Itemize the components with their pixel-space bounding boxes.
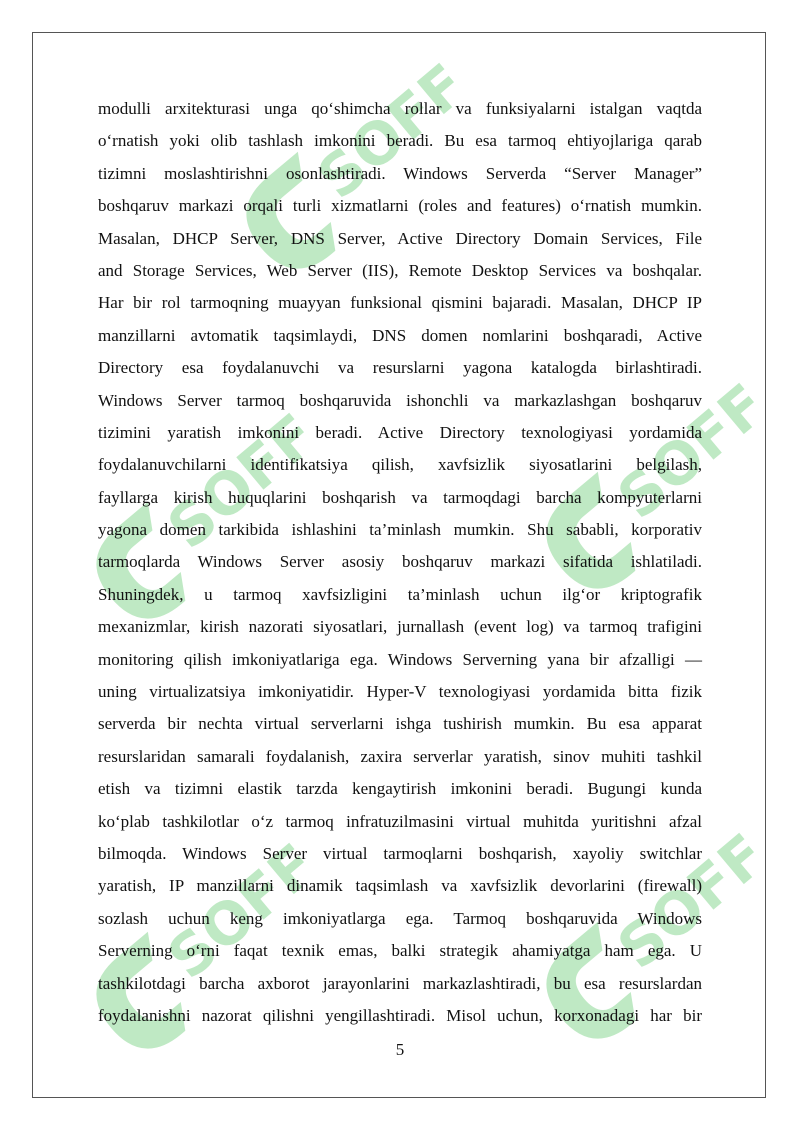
text-line: yagona domen tarkibida ishlashini ta’minlash mumkin. Shu sababli, korporativ: [98, 520, 702, 540]
text-line: tashkilotdagi barcha axborot jarayonlarini markazlashtiradi, bu esa resurslardan: [98, 973, 702, 993]
text-line: resurslaridan samarali foydalanish, zaxira serverlar yaratish, sinov muhiti tashkil: [98, 746, 702, 766]
text-line: tizimni moslashtirishni osonlashtiradi. Windows Serverda “Server Manager”: [98, 163, 702, 183]
text-line: ko‘plab tashkilotlar o‘z tarmoq infratuzilmasini virtual muhitda yuritishni afzal: [98, 811, 702, 831]
page-number: 5: [395, 1040, 405, 1059]
svg-text:SOFF: SOFF: [154, 830, 330, 993]
text-line: Shuningdek, u tarmoq xavfsizligini ta’minlash uchun ilg‘or kriptografik: [98, 584, 702, 604]
text-line: uning virtualizatsiya imkoniyatidir. Hyper-V texnologiyasi yordamida bitta fizik: [98, 682, 702, 702]
svg-text:SOFF: SOFF: [604, 370, 780, 533]
text-line: foydalanishni nazorat qilishni yengillashtiradi. Misol uchun, korxonadagi har bir: [98, 1005, 702, 1025]
body-text: [98, 93, 702, 1032]
text-line: foydalanuvchilarni identifikatsiya qilish, xavfsizlik siyosatlarini belgilash,: [98, 455, 702, 475]
text-line: serverda bir nechta virtual serverlarni ishga tushirish mumkin. Bu esa apparat: [98, 714, 702, 734]
text-line: Har bir rol tarmoqning muayyan funksional qismini bajaradi. Masalan, DHCP IP: [98, 293, 702, 313]
text-line: bilmoqda. Windows Server virtual tarmoqlarni boshqarish, xayoliy switchlar: [98, 843, 702, 863]
text-line: sozlash uchun keng imkoniyatlarga ega. Tarmoq boshqaruvida Windows: [98, 908, 702, 928]
text-line: Windows Server tarmoq boshqaruvida ishonchli va markazlashgan boshqaruv: [98, 390, 702, 410]
text-line: fayllarga kirish huquqlarini boshqarish va tarmoqdagi barcha kompyuterlarni: [98, 487, 702, 507]
text-line: Directory esa foydalanuvchi va resurslarni yagona katalogda birlashtiradi.: [98, 358, 702, 378]
text-line: and Storage Services, Web Server (IIS), Remote Desktop Services va boshqalar.: [98, 260, 702, 280]
text-line: tizimini yaratish imkonini beradi. Active Directory texnologiyasi yordamida: [98, 422, 702, 442]
text-line: etish va tizimni elastik tarzda kengaytirish imkonini beradi. Bugungi kunda: [98, 779, 702, 799]
svg-text:SOFF: SOFF: [304, 50, 480, 213]
svg-text:SOFF: SOFF: [604, 820, 780, 983]
text-line: manzillarni avtomatik taqsimlaydi, DNS domen nomlarini boshqaradi, Active: [98, 325, 702, 345]
svg-text:SOFF: SOFF: [154, 400, 330, 563]
text-line: modulli arxitekturasi unga qo‘shimcha rollar va funksiyalarni istalgan vaqtda: [98, 99, 702, 118]
text-line: o‘rnatish yoki olib tashlash imkonini beradi. Bu esa tarmoq ehtiyojlariga qarab: [98, 131, 702, 151]
text-line: Serverning o‘rni faqat texnik emas, balki strategik ahamiyatga ham ega. U: [98, 941, 702, 961]
text-line: yaratish, IP manzillarni dinamik taqsimlash va xavfsizlik devorlarini (firewall): [98, 876, 702, 896]
text-line: tarmoqlarda Windows Server asosiy boshqaruv markazi sifatida ishlatiladi.: [98, 552, 702, 572]
text-line: Masalan, DHCP Server, DNS Server, Active Directory Domain Services, File: [98, 228, 702, 248]
text-line: boshqaruv markazi orqali turli xizmatlarni (roles and features) o‘rnatish mumkin.: [98, 196, 702, 216]
text-line: mexanizmlar, kirish nazorati siyosatlari, jurnallash (event log) va tarmoq trafigini: [98, 617, 702, 637]
text-line: monitoring qilish imkoniyatlariga ega. Windows Serverning yana bir afzalligi —: [98, 649, 702, 669]
